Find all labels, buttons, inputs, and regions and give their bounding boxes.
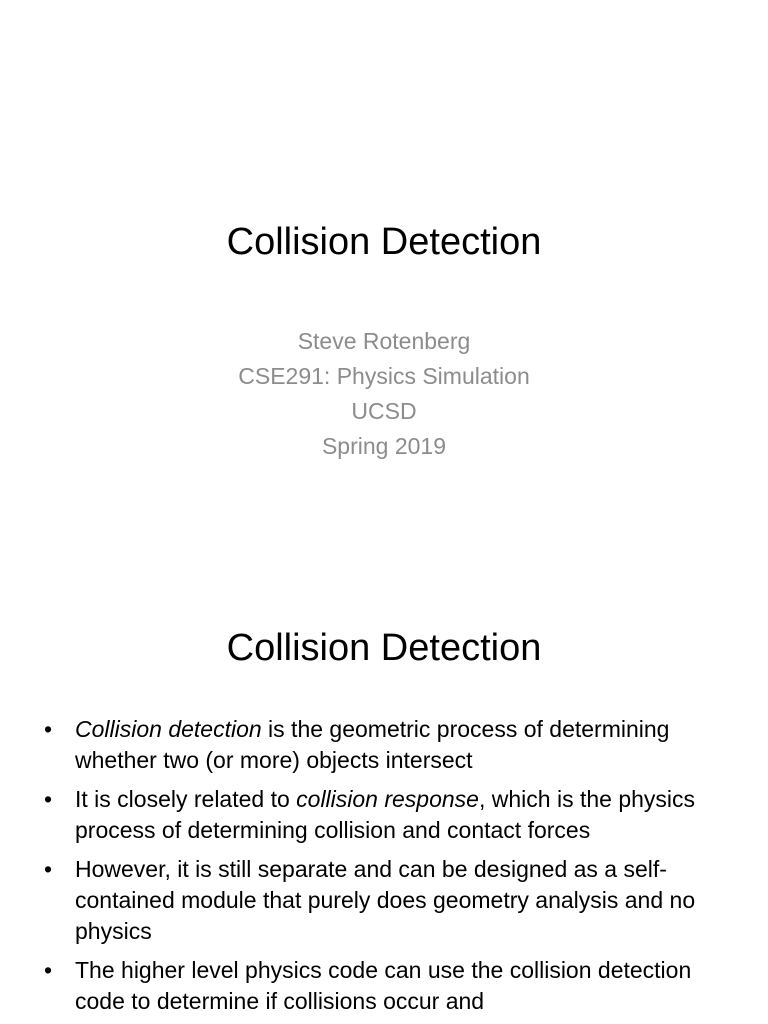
institution-name: UCSD bbox=[351, 398, 417, 424]
term-name: Spring 2019 bbox=[321, 433, 447, 459]
bullet-item bbox=[44, 784, 704, 846]
bullet-marker: • bbox=[44, 716, 53, 742]
slide-title: Collision Detection bbox=[226, 221, 542, 263]
emphasis-term: Collision detection bbox=[75, 716, 262, 742]
bullet-text: The higher level physics code can use the collision detection code to determine if collisions occur and bbox=[75, 957, 692, 1014]
bullet-item bbox=[44, 955, 704, 1017]
slide-subtitle bbox=[0, 324, 768, 464]
bullet-item bbox=[44, 714, 704, 776]
slide-title: Collision Detection bbox=[226, 627, 542, 669]
content-slide bbox=[0, 576, 768, 1024]
bullet-marker: • bbox=[44, 957, 53, 983]
bullet-text: It is closely related to bbox=[75, 786, 297, 812]
author-name: Steve Rotenberg bbox=[297, 328, 471, 354]
bullet-text: However, it is still separate and can be designed as a self-contained module that purely does geometry analysis and no physics bbox=[75, 856, 696, 944]
bullet-item bbox=[44, 854, 704, 947]
bullet-marker: • bbox=[44, 786, 53, 812]
emphasis-term: collision response bbox=[296, 786, 479, 812]
bullet-text: is the geometric process of determining whether two (or more) objects intersect bbox=[75, 716, 670, 773]
bullet-text: , which is the physics process of determining collision and contact forces bbox=[75, 786, 696, 843]
bullet-list bbox=[44, 714, 704, 1024]
course-name: CSE291: Physics Simulation bbox=[238, 363, 530, 389]
bullet-marker: • bbox=[44, 856, 53, 882]
